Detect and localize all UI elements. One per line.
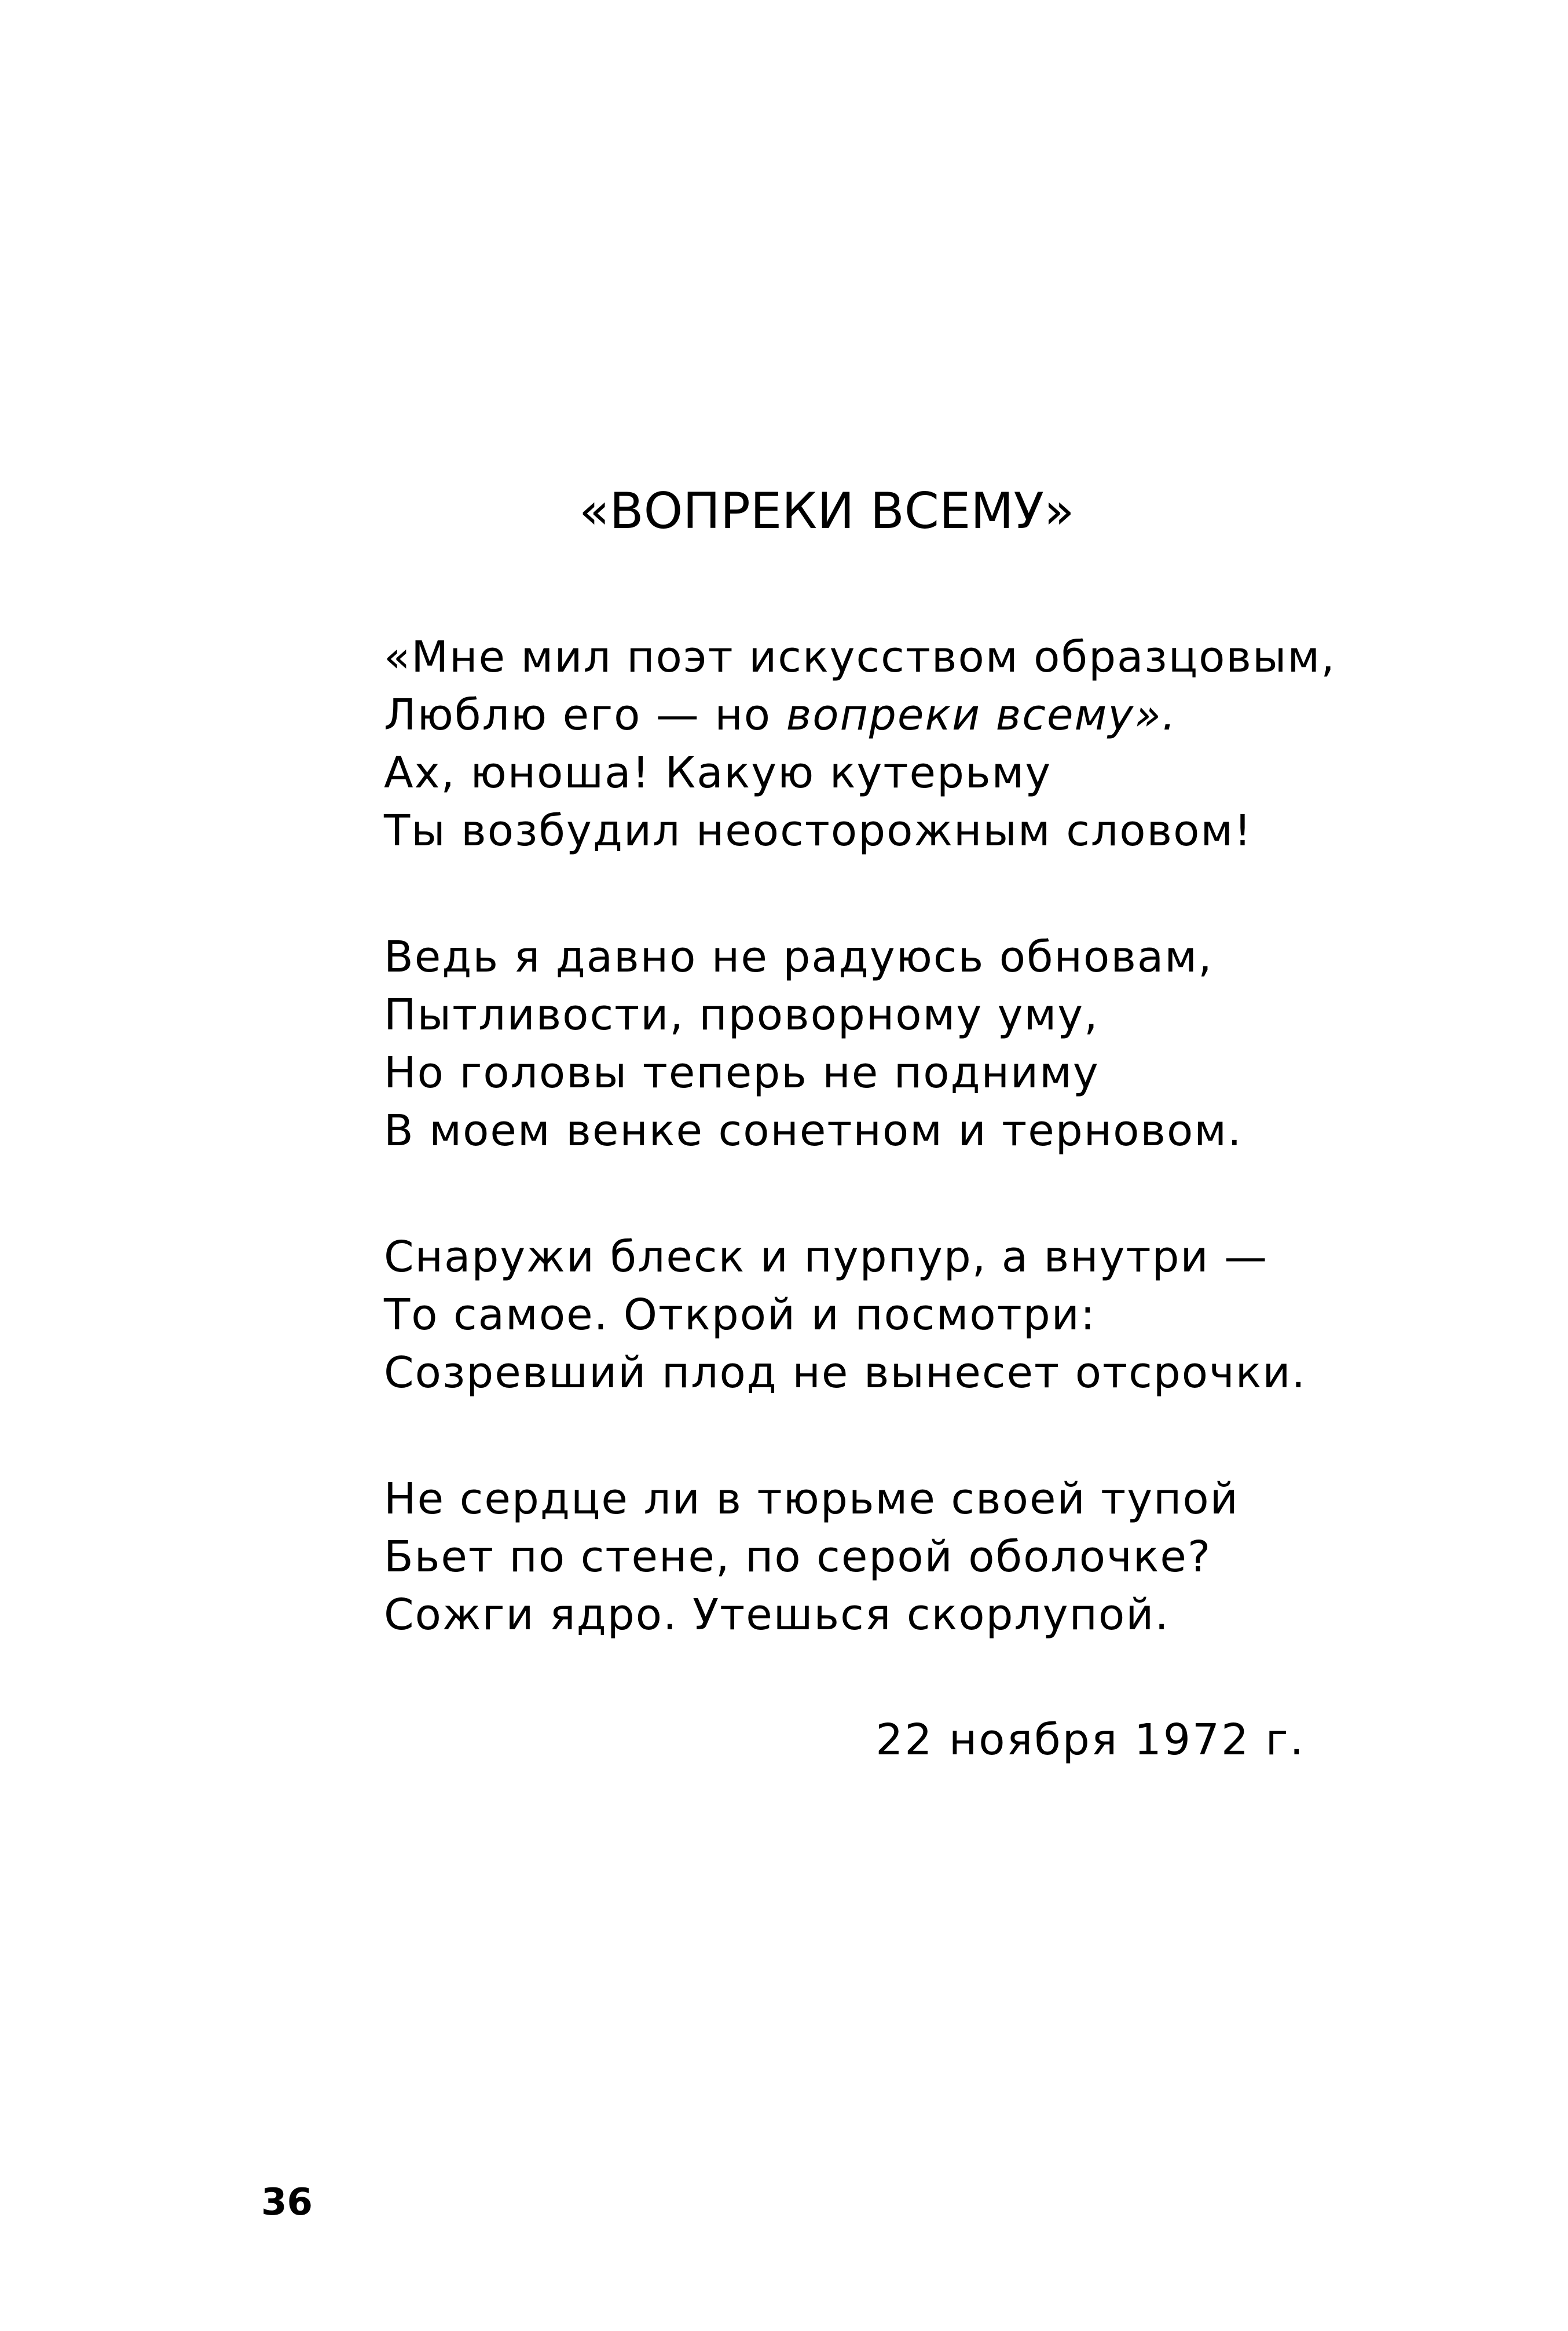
- poem-line: «Мне мил поэт искусством образцовым,: [384, 632, 1336, 682]
- stanza-gap: [384, 1160, 1336, 1228]
- poem-line: Ведь я давно не радуюсь обновам,: [384, 932, 1213, 982]
- poem-line: Ах, юноша! Какую кутерьму: [384, 748, 1052, 798]
- italic-quote: вопреки всему».: [786, 690, 1177, 740]
- poem-line: То самое. Открой и посмотри:: [384, 1290, 1096, 1340]
- poem-title: «ВОПРЕКИ ВСЕМУ»: [579, 482, 1075, 540]
- poem-line: Сожги ядро. Утешься скорлупой.: [384, 1590, 1170, 1640]
- poem-body: [384, 628, 1336, 1644]
- stanza-4: [384, 1470, 1336, 1644]
- stanza-gap: [384, 1402, 1336, 1470]
- poem-line-text: Люблю его — но: [384, 690, 786, 740]
- poem-date: 22 ноября 1972 г.: [875, 1715, 1305, 1765]
- stanza-2: [384, 928, 1336, 1160]
- poem-line: Снаружи блеск и пурпур, а внутри —: [384, 1232, 1269, 1282]
- poem-line: Ты возбудил неосторожным словом!: [384, 806, 1252, 856]
- poem-line: Созревший плод не вынесет отсрочки.: [384, 1348, 1307, 1398]
- poem-line: [384, 686, 1336, 744]
- poem-line: В моем венке сонетном и терновом.: [384, 1106, 1243, 1156]
- poem-line: Пытливости, проворному уму,: [384, 990, 1099, 1040]
- poem-line: Не сердце ли в тюрьме своей тупой: [384, 1474, 1239, 1524]
- stanza-1: [384, 628, 1336, 860]
- poem-line: Но головы теперь не подниму: [384, 1048, 1100, 1098]
- stanza-3: [384, 1228, 1336, 1402]
- poem-line: Бьет по стене, по серой оболочке?: [384, 1532, 1212, 1582]
- page-number: 36: [261, 2181, 313, 2224]
- stanza-gap: [384, 860, 1336, 928]
